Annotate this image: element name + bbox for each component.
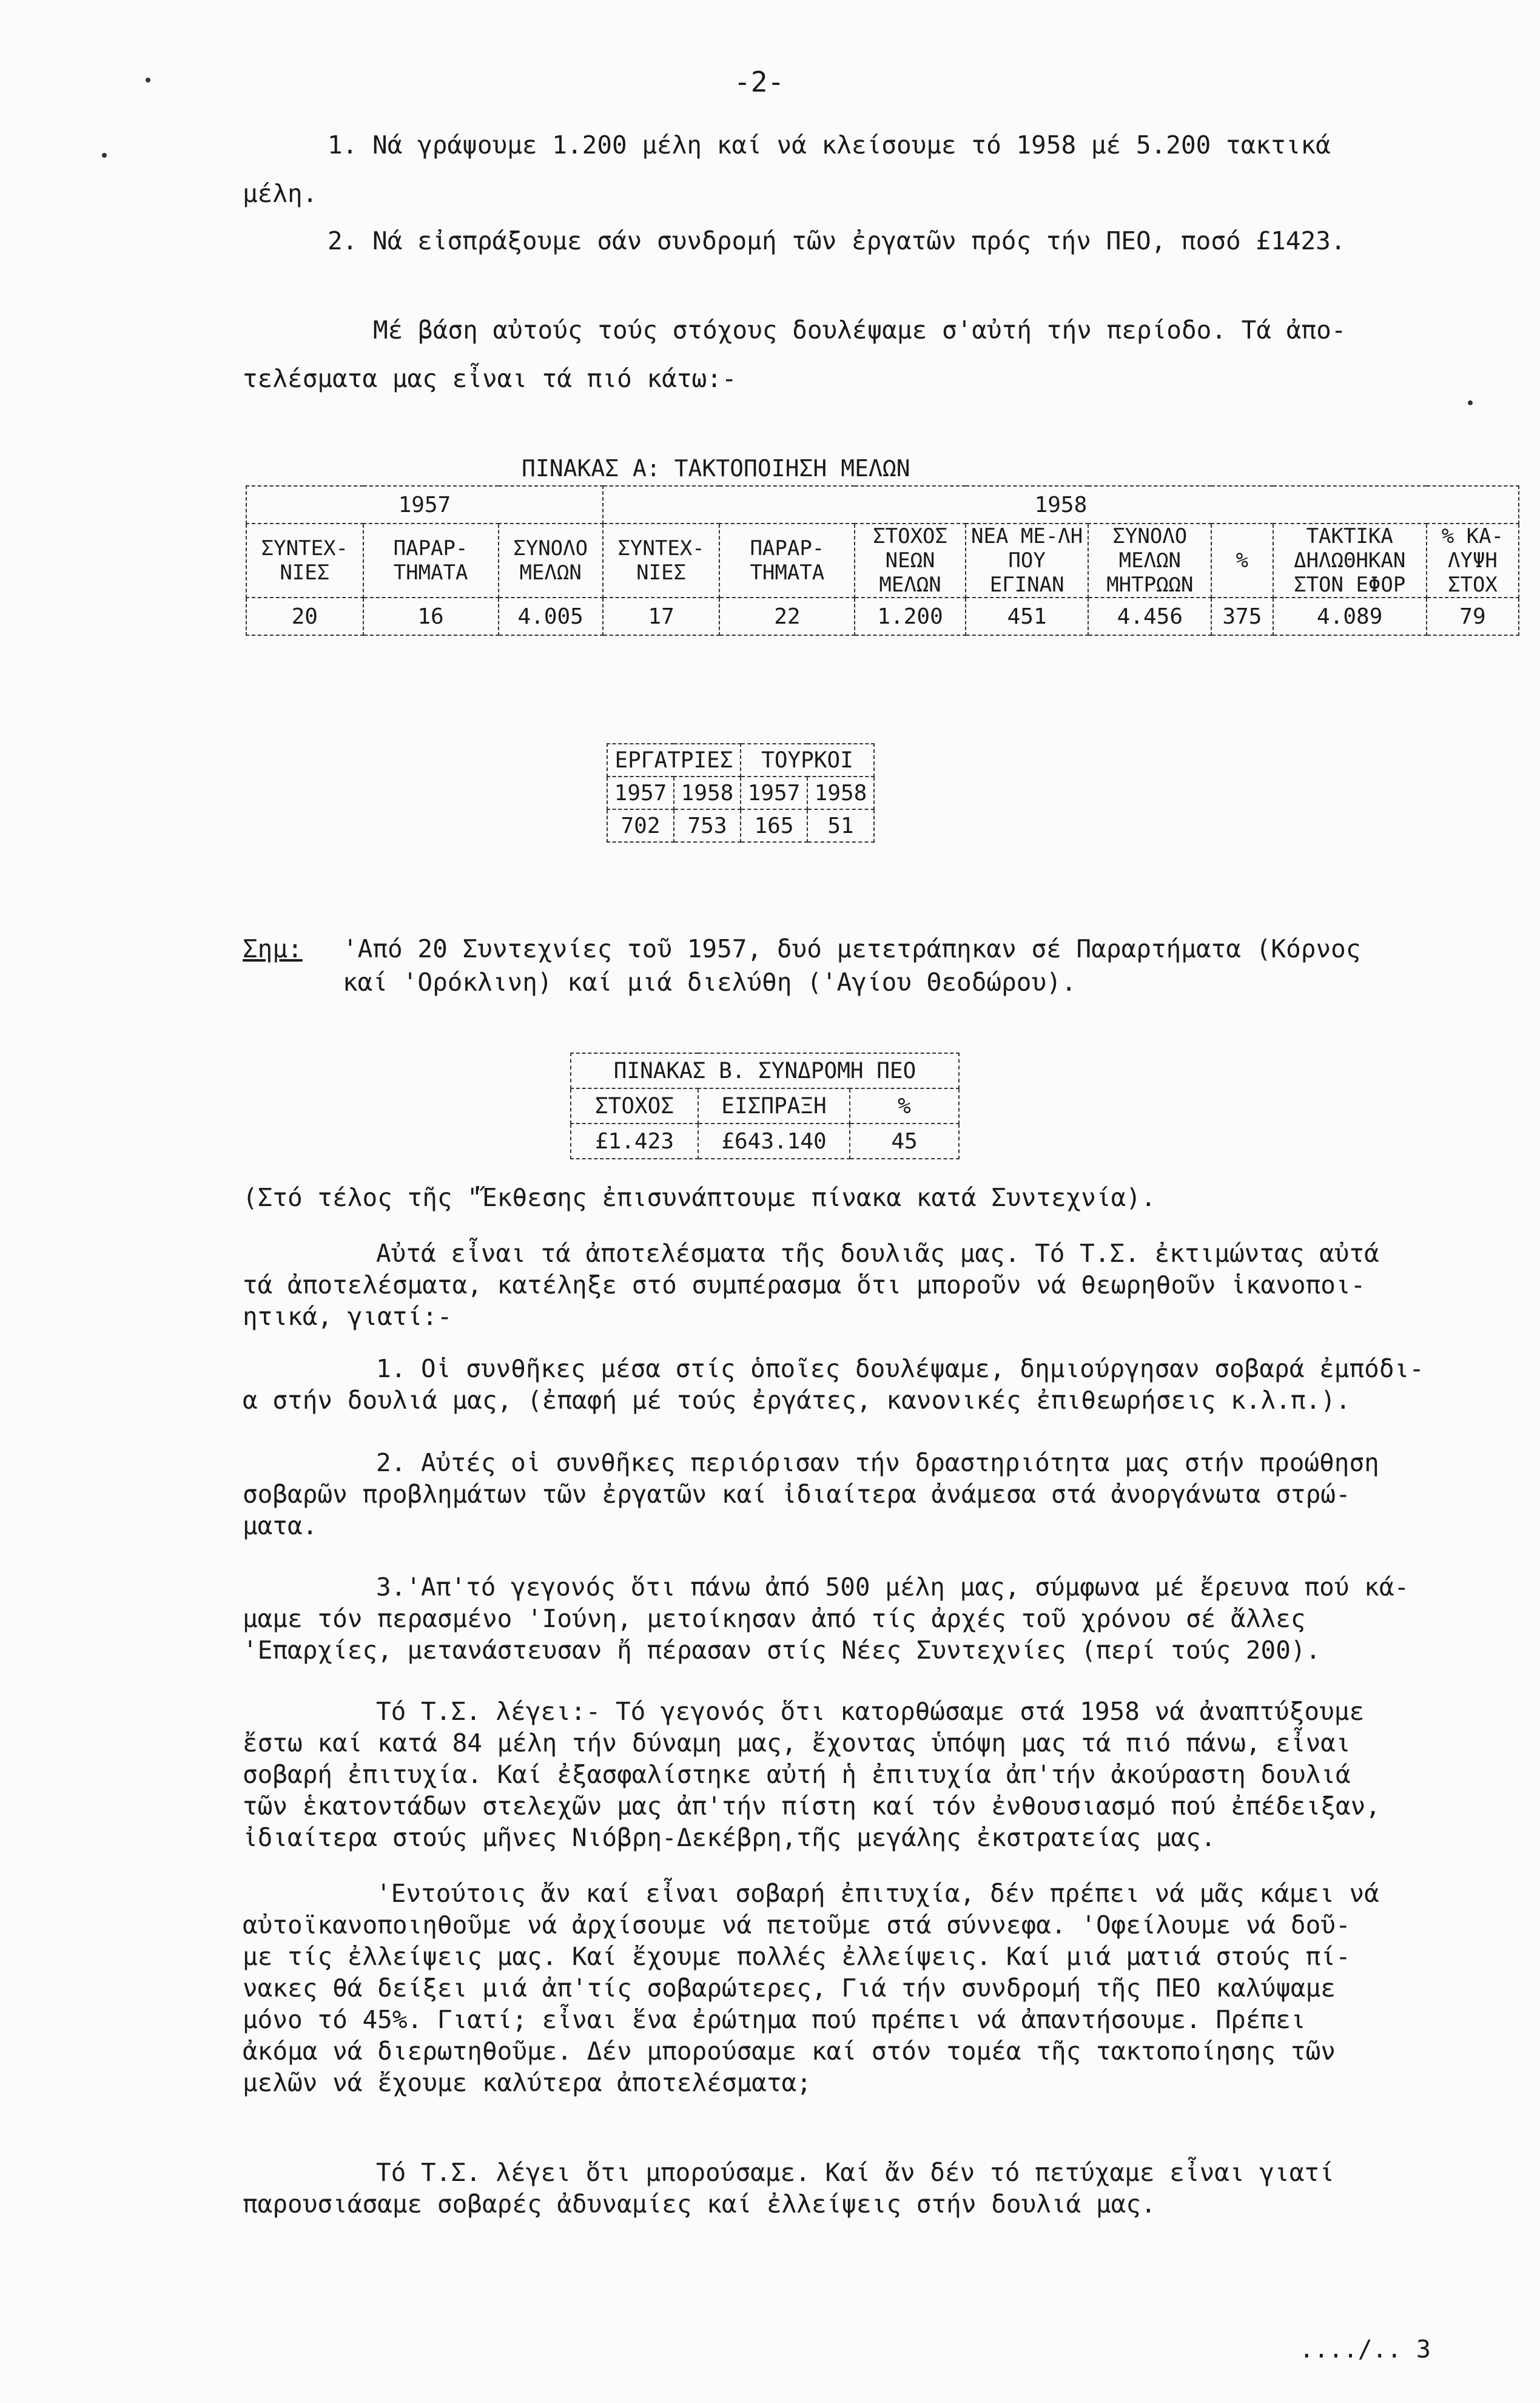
paragraph-line	[243, 1878, 1492, 1909]
paragraph-line	[243, 1353, 1492, 1384]
paragraph-line: ητικά, γιατί:-	[243, 1302, 452, 1331]
table-a-cell: 4.089	[1273, 598, 1427, 635]
paragraph-line	[243, 1571, 1492, 1603]
table-a-cell: 16	[363, 598, 499, 635]
table-b-cell: 45	[850, 1124, 959, 1159]
paragraph-line: μαμε τόν περασμένο 'Ιούνη, μετοίκησαν ἀπό τίς ἀρχές τοῦ χρόνου σέ ἄλλες	[243, 1604, 1306, 1633]
table-b-caption-row	[571, 1053, 959, 1088]
table-a-header: % ΚΑ-ΛΥΨΗ ΣΤΟΧ	[1427, 524, 1519, 598]
line-text: 3.'Απ'τό γεγονός ὅτι πάνω ἀπό 500 μέλη μας, σύμφωνα μέ ἔρευνα πού κά-	[376, 1572, 1410, 1602]
note-line-1: 'Από 20 Συντεχνίες τοῦ 1957, δυό μετετράπηκαν σέ Παραρτήματα (Κόρνος	[343, 934, 1361, 963]
table-women-year-row	[607, 777, 874, 809]
table-a-cell: 451	[966, 598, 1089, 635]
paragraph-2	[243, 1353, 1492, 1416]
table-b-caption: ΠΙΝΑΚΑΣ Β. ΣΥΝΔΡΟΜΗ ΠΕΟ	[571, 1053, 959, 1088]
paragraph-line	[243, 1696, 1492, 1727]
paragraph-line	[243, 2157, 1492, 2188]
table-women-cell: 753	[674, 809, 741, 842]
table-a-header-row	[246, 524, 1519, 598]
intro-line-3: 2. Νά εἰσπράξουμε σάν συνδρομή τῶν ἐργατῶν πρός τήν ΠΕΟ, ποσό £1423.	[328, 226, 1346, 255]
table-b-header: ΕΙΣΠΡΑΞΗ	[698, 1088, 850, 1124]
paragraph-line: μελῶν νά ἔχουμε καλύτερα ἀποτελέσματα;	[243, 2068, 812, 2097]
table-a-cell: 4.005	[499, 598, 603, 635]
table-a-header: ΠΑΡΑΡ-ΤΗΜΑΤΑ	[719, 524, 855, 598]
page-continuation: ..../.. 3	[1299, 2336, 1431, 2364]
table-a-cell: 1.200	[855, 598, 965, 635]
paragraph-line: παρουσιάσαμε σοβαρές ἀδυναμίες καί ἐλλείψεις στήν δουλιά μας.	[243, 2189, 1156, 2219]
line-text: Αὐτά εἶναι τά ἀποτελέσματα τῆς δουλιᾶς μας. Τό Τ.Σ. ἐκτιμώντας αὐτά	[376, 1239, 1379, 1268]
table-women-turks	[607, 743, 875, 843]
table-a-cell: 22	[719, 598, 855, 635]
table-b-cell: £1.423	[571, 1124, 698, 1159]
scan-speck	[146, 78, 150, 83]
scan-speck	[102, 153, 107, 158]
table-a-header: ΤΑΚΤΙΚΑ ΔΗΛΩΘΗΚΑΝ ΣΤΟΝ ΕΦΟΡ	[1273, 524, 1427, 598]
table-a-header: ΣΥΝΟΛΟ ΜΕΛΩΝ	[499, 524, 603, 598]
paragraph-3	[243, 1447, 1492, 1542]
table-b	[570, 1053, 960, 1159]
table-a-header: ΣΥΝΟΛΟ ΜΕΛΩΝ ΜΗΤΡΩΩΝ	[1088, 524, 1211, 598]
table-b-header: ΣΤΟΧΟΣ	[571, 1088, 698, 1124]
paragraph-4	[243, 1571, 1492, 1666]
paragraph-line: ἰδιαίτερα στούς μῆνες Νιόβρη-Δεκέβρη,τῆς μεγάλης ἐκστρατείας μας.	[243, 1823, 1216, 1852]
table-a	[246, 485, 1519, 636]
basis-line-1: Μέ βάση αὐτούς τούς στόχους δουλέψαμε σ'αὐτή τήν περίοδο. Τά ἀπο-	[373, 315, 1347, 345]
table-a-header: ΣΥΝΤΕΧ-ΝΙΕΣ	[246, 524, 363, 598]
table-a-header: ΣΤΟΧΟΣ ΝΕΩΝ ΜΕΛΩΝ	[855, 524, 965, 598]
paragraph-line: ἀκόμα νά διερωτηθοῦμε. Δέν μπορούσαμε καί στόν τομέα τῆς τακτοποίησης τῶν	[243, 2037, 1336, 2066]
table-women-cell: 51	[807, 809, 874, 842]
paragraph-line	[243, 1238, 1492, 1269]
paragraph-1	[243, 1238, 1492, 1332]
table-a-cell: 20	[246, 598, 363, 635]
paragraph-line: νακες θά δείξει μιά ἀπ'τίς σοβαρώτερες, Γιά τήν συνδρομή τῆς ΠΕΟ καλύψαμε	[243, 1973, 1336, 2003]
paragraph-line	[243, 1447, 1492, 1478]
paragraph-line: σοβαρῶν προβλημάτων τῶν ἐργατῶν καί ἰδιαίτερα ἀνάμεσα στά ἀνοργάνωτα στρώ-	[243, 1480, 1351, 1509]
line-text: Τό Τ.Σ. λέγει ὅτι μπορούσαμε. Καί ἄν δέν τό πετύχαμε εἶναι γιατί	[376, 2158, 1334, 2187]
intro-line-1: 1. Νά γράψουμε 1.200 μέλη καί νά κλείσουμε τό 1958 μέ 5.200 τακτικά	[328, 130, 1331, 160]
scan-speck	[1468, 400, 1473, 405]
table-women-header-row	[607, 744, 874, 777]
line-text: 1. Οἱ συνθῆκες μέσα στίς ὁποῖες δουλέψαμε, δημιούργησαν σοβαρά ἐμπόδι-	[376, 1354, 1424, 1383]
paragraph-6	[243, 1878, 1492, 2098]
table-a-cell: 79	[1427, 598, 1519, 635]
paragraph-line: ματα.	[243, 1511, 318, 1540]
table-a-header: ΣΥΝΤΕΧ-ΝΙΕΣ	[603, 524, 720, 598]
table-a-cell: 17	[603, 598, 720, 635]
basis-line-2: τελέσματα μας εἶναι τά πιό κάτω:-	[243, 364, 737, 393]
note-label	[243, 934, 303, 963]
table-a-cell: 4.456	[1088, 598, 1211, 635]
paragraph-line: μόνο τό 45%. Γιατί; εἶναι ἕνα ἐρώτημα πού πρέπει νά ἀπαντήσουμε. Πρέπει	[243, 2005, 1306, 2034]
table-turks-header: ΤΟΥΡΚΟΙ	[741, 744, 874, 777]
table-a-header: ΠΑΡΑΡ-ΤΗΜΑΤΑ	[363, 524, 499, 598]
paragraph-line: α στήν δουλιά μας, (ἐπαφή μέ τούς ἐργάτες, κανονικές ἐπιθεωρήσεις κ.λ.π.).	[243, 1386, 1351, 1415]
table-a-value-row	[246, 598, 1519, 635]
line-text: Τό Τ.Σ. λέγει:- Τό γεγονός ὅτι κατορθώσαμε στά 1958 νά ἀναπτύξουμε	[376, 1697, 1365, 1726]
table-a-header: %	[1211, 524, 1273, 598]
table-women-cell: 702	[607, 809, 674, 842]
table-women-year: 1958	[807, 777, 874, 809]
note-line-2: καί 'Ορόκλινη) καί μιά διελύθη ('Αγίου Θεοδώρου).	[343, 968, 1077, 997]
table-a-caption: ΠΙΝΑΚΑΣ Α: ΤΑΚΤΟΠΟΙΗΣΗ ΜΕΛΩΝ	[522, 455, 910, 482]
line-text: 'Εντούτοις ἄν καί εἶναι σοβαρή ἐπιτυχία, δέν πρέπει νά μᾶς κάμει νά	[376, 1879, 1379, 1908]
paragraph-line: τῶν ἑκατοντάδων στελεχῶν μας ἀπ'τήν πίστη καί τόν ἐνθουσιασμό πού ἐπέδειξαν,	[243, 1791, 1380, 1821]
paragraph-7	[243, 2157, 1492, 2220]
table-women-value-row	[607, 809, 874, 842]
table-women-cell: 165	[741, 809, 807, 842]
table-women-year: 1957	[607, 777, 674, 809]
table-a-cell: 375	[1211, 598, 1273, 635]
page-number: -2-	[734, 66, 785, 98]
table-b-header: %	[850, 1088, 959, 1124]
table-b-note: (Στό τέλος τῆς "Ἔκθεσης ἐπισυνάπτουμε πίνακα κατά Συντεχνία).	[243, 1183, 1156, 1212]
paragraph-line: σοβαρή ἐπιτυχία. Καί ἐξασφαλίστηκε αὐτή ἡ ἐπιτυχία ἀπ'τήν ἀκούραστη δουλιά	[243, 1760, 1351, 1789]
paragraph-line: με τίς ἐλλείψεις μας. Καί ἔχουμε πολλές ἐλλείψεις. Καί μιά ματιά στούς πί-	[243, 1942, 1351, 1971]
paragraph-line: αὐτοϊκανοποιηθοῦμε νά ἀρχίσουμε νά πετοῦμε στά σύννεφα. 'Οφείλουμε νά δοῦ-	[243, 1910, 1351, 1940]
intro-line-2: μέλη.	[243, 179, 318, 208]
table-women-year: 1958	[674, 777, 741, 809]
table-b-value-row	[571, 1124, 959, 1159]
paragraph-line: 'Επαρχίες, μετανάστευσαν ἤ πέρασαν στίς Νέες Συντεχνίες (περί τούς 200).	[243, 1636, 1321, 1665]
note-label-text: Σημ:	[243, 934, 303, 963]
table-b-header-row	[571, 1088, 959, 1124]
table-a-header: ΝΕΑ ΜΕ-ΛΗ ΠΟΥ ΕΓΙΝΑΝ	[966, 524, 1089, 598]
table-a-year-row	[246, 486, 1519, 524]
table-women-header: ΕΡΓΑΤΡΙΕΣ	[607, 744, 741, 777]
table-women-year: 1957	[741, 777, 807, 809]
paragraph-line: τά ἀποτελέσματα, κατέληξε στό συμπέρασμα ὅτι μποροῦν νά θεωρηθοῦν ἱκανοποι-	[243, 1270, 1366, 1299]
table-b-cell: £643.140	[698, 1124, 850, 1159]
paragraph-line: ἔστω καί κατά 84 μέλη τήν δύναμη μας, ἔχοντας ὑπόψη μας τά πιό πάνω, εἶναι	[243, 1728, 1351, 1758]
line-text: 2. Αὐτές οἱ συνθῆκες περιόρισαν τήν δραστηριότητα μας στήν προώθηση	[376, 1448, 1379, 1477]
paragraph-5	[243, 1696, 1492, 1853]
table-a-year-1957: 1957	[246, 486, 603, 524]
table-a-year-1958: 1958	[603, 486, 1519, 524]
